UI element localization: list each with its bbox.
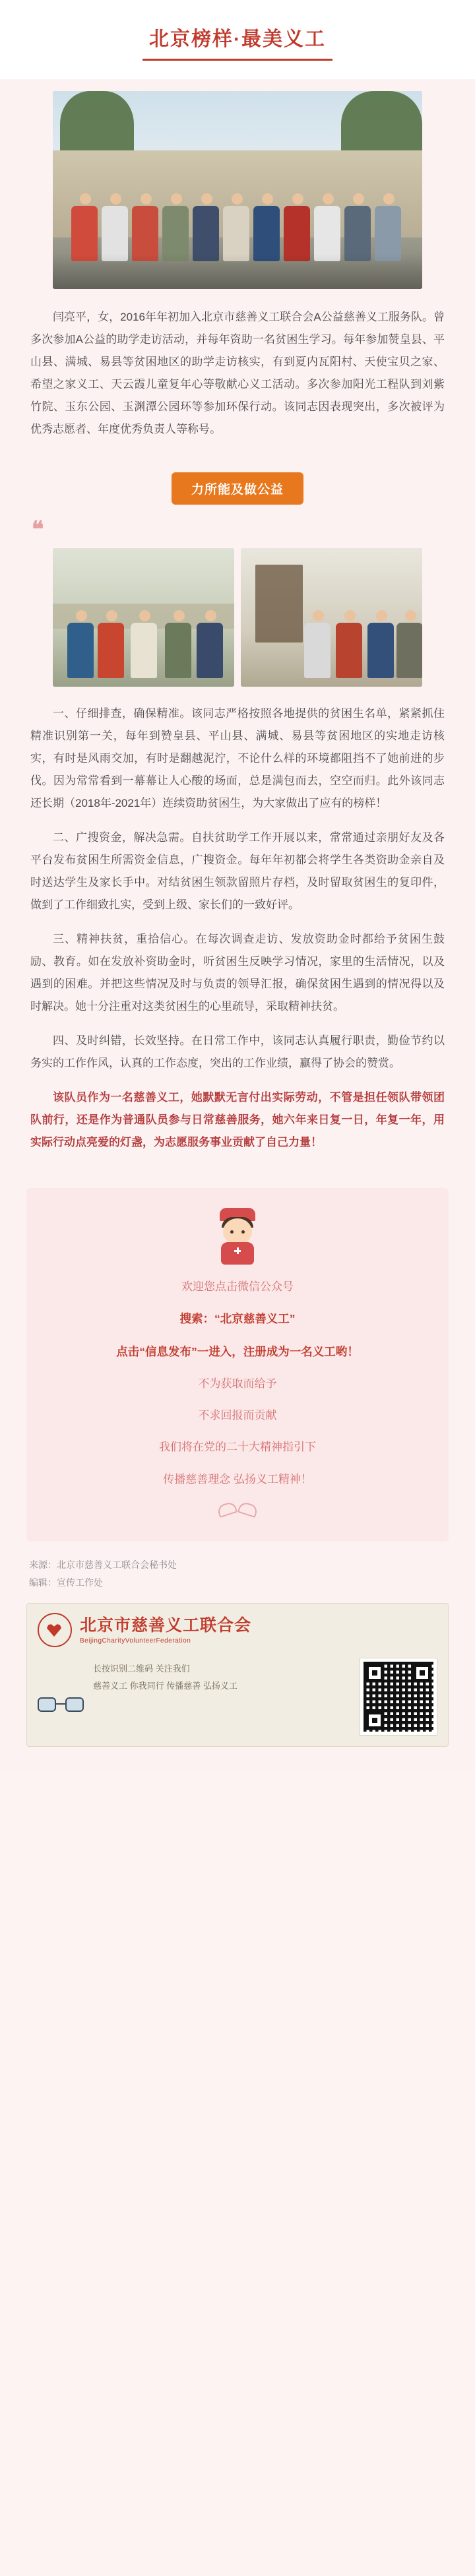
main-content-section: [0, 689, 475, 1171]
hero-photo-container: [53, 79, 422, 293]
federation-name-block: [80, 1616, 437, 1645]
qr-code-pattern: [364, 1662, 433, 1732]
footer-text-block: [93, 1658, 350, 1736]
intro-section: [0, 293, 475, 458]
volunteer-mascot-icon: [213, 1208, 262, 1265]
person-figure: [253, 193, 281, 261]
person-figure: [193, 193, 220, 261]
page-header: [0, 0, 475, 79]
article-body: [0, 79, 475, 1771]
closing-line-3: 点击“信息发布”一进入，注册成为一名义工哟！: [116, 1344, 359, 1358]
qr-code[interactable]: [360, 1658, 437, 1736]
paragraph-three: 三、精神扶贫，重拾信心。在每次调查走访、发放资助金时都给予贫困生鼓励、教育。如在发放补资助金时，听贫困生反映学习情况，家里的生活情况，以及遇到的困难。并把这些情况及时与负责的领导汇报，确保贫困生遇到的情况得以及时解决。她十分注重对这类贫困生的心里疏导，采取精神扶贫。: [30, 933, 445, 1013]
closing-line-5: 不求回报而贡献: [198, 1409, 277, 1422]
person-figure: [98, 610, 125, 678]
person-figure: [314, 193, 342, 261]
paragraph-two: 二、广搜资金，解决急需。自扶贫助学工作开展以来，常常通过亲朋好友及各平台发布贫困生所需资金信息，广搜资金。每年年初都会将学生各类资助金亲自及时送达学生及家长手中。对结贫困生领款留照片存档，及时留取贫困生的复印件，做到了工作细致扎实，受到上级、家长们的一致好评。: [30, 831, 445, 911]
highlight-paragraph: 该队员作为一名慈善义工，她默默无言付出实际劳动，不管是担任领队带领团队前行，还是作为普通队员参与日常慈善服务，她六年来日复一日，年复一年，用实际行动点亮爱的灯盏，为志愿服务事业贡献了自己力量！: [30, 1091, 445, 1148]
person-figure: [197, 610, 224, 678]
person-figure: [162, 193, 190, 261]
paragraph-one: 一、仔细排查，确保精准。该同志严格按照各地提供的贫困生名单，紧紧抓住精准识别第一关，每年到赞皇县、平山县、满城、易县等贫困地区的实地走访核实，有时是风雨交加，有时是翻越泥泞，不论什么样的环境都阻挡不了她前进的步伐。因为常常看到一幕幕让人心酸的场面，总是满包而去，空空而归。此外该同志还长期（2018年-2021年）连续资助贫困生，为大家做出了应有的榜样！: [30, 707, 445, 809]
closing-line-1: 欢迎您点击微信公众号: [181, 1280, 294, 1293]
qr-eye-icon: [365, 1711, 384, 1730]
closing-line-4: 不为获取而给予: [198, 1377, 277, 1390]
hero-photo: [53, 91, 422, 289]
person-figure: [165, 610, 193, 678]
closing-line-7: 传播慈善理念 弘扬义工精神！: [163, 1472, 312, 1486]
person-figure: [102, 193, 129, 261]
closing-line-2: 搜索：“北京慈善义工”: [179, 1312, 296, 1326]
closing-block: [26, 1188, 449, 1542]
intro-paragraph: 闫亮平，女，2016年年初加入北京市慈善义工联合会A公益慈善义工服务队。曾多次参加A公益的助学走访活动，并每年资助一名贫困生学习。每年参加赞皇县、平山县、满城、易县等贫困地区的助学走访核实，有到夏内瓦阳村、天使宝贝之家、希望之家义工、天云霞儿童复年心等敬献心义工活动。多次参加阳光工程队到刘紫竹院、玉东公园、玉渊潭公园环等参加环保行动。该同志因表现突出，多次被评为优秀志愿者、年度优秀负责人等称号。: [30, 311, 445, 435]
door-shape: [255, 565, 303, 643]
person-figure: [304, 610, 332, 678]
page-title: 北京榜样·最美义工: [142, 26, 332, 61]
footer-card: [26, 1603, 449, 1747]
section-heading-container: [0, 458, 475, 515]
person-figure: [71, 193, 99, 261]
paragraph-four: 四、及时纠错，长效坚持。在日常工作中，该同志认真履行职责，勤俭节约以务实的工作作风，认真的工作态度，突出的工作业绩，赢得了协会的赞赏。: [30, 1034, 445, 1069]
qr-eye-icon: [365, 1664, 384, 1682]
footer-line-2: 慈善义工 你我同行 传播慈善 弘扬义工: [93, 1680, 238, 1691]
person-figure: [223, 193, 251, 261]
qr-eye-icon: [413, 1664, 431, 1682]
person-figure: [284, 193, 311, 261]
section-pill-label: 力所能及做公益: [172, 472, 303, 505]
footer-body: [27, 1654, 448, 1746]
federation-logo-icon: [38, 1613, 72, 1647]
federation-name-en: BeijingCharityVolunteerFederation: [80, 1637, 191, 1645]
federation-name-cn: 北京市慈善义工联合会: [80, 1616, 252, 1635]
person-figure: [367, 610, 395, 678]
person-figure: [396, 610, 422, 678]
person-figure: [132, 193, 160, 261]
person-figure: [375, 193, 402, 261]
person-figure: [344, 193, 372, 261]
person-figure: [67, 610, 95, 678]
editor-line: 编辑：宣传工作处: [29, 1577, 103, 1588]
photo-right: [241, 548, 422, 687]
ribbon-flourish-icon: [218, 1501, 257, 1515]
photo-shadow: [53, 253, 422, 289]
person-figure: [336, 610, 364, 678]
photo-left: [53, 548, 234, 687]
source-line: 来源：北京市慈善义工联合会秘书处: [29, 1559, 177, 1570]
quote-mark-icon: ❝: [32, 518, 44, 542]
dual-photo-row: [53, 548, 422, 687]
closing-line-6: 我们将在党的二十大精神指引下: [159, 1441, 316, 1454]
footer-header: [27, 1604, 448, 1654]
source-section: [0, 1542, 475, 1603]
footer-line-1: 长按识别二维码 关注我们: [93, 1664, 190, 1674]
person-figure: [131, 610, 158, 678]
glasses-icon: [38, 1697, 84, 1714]
